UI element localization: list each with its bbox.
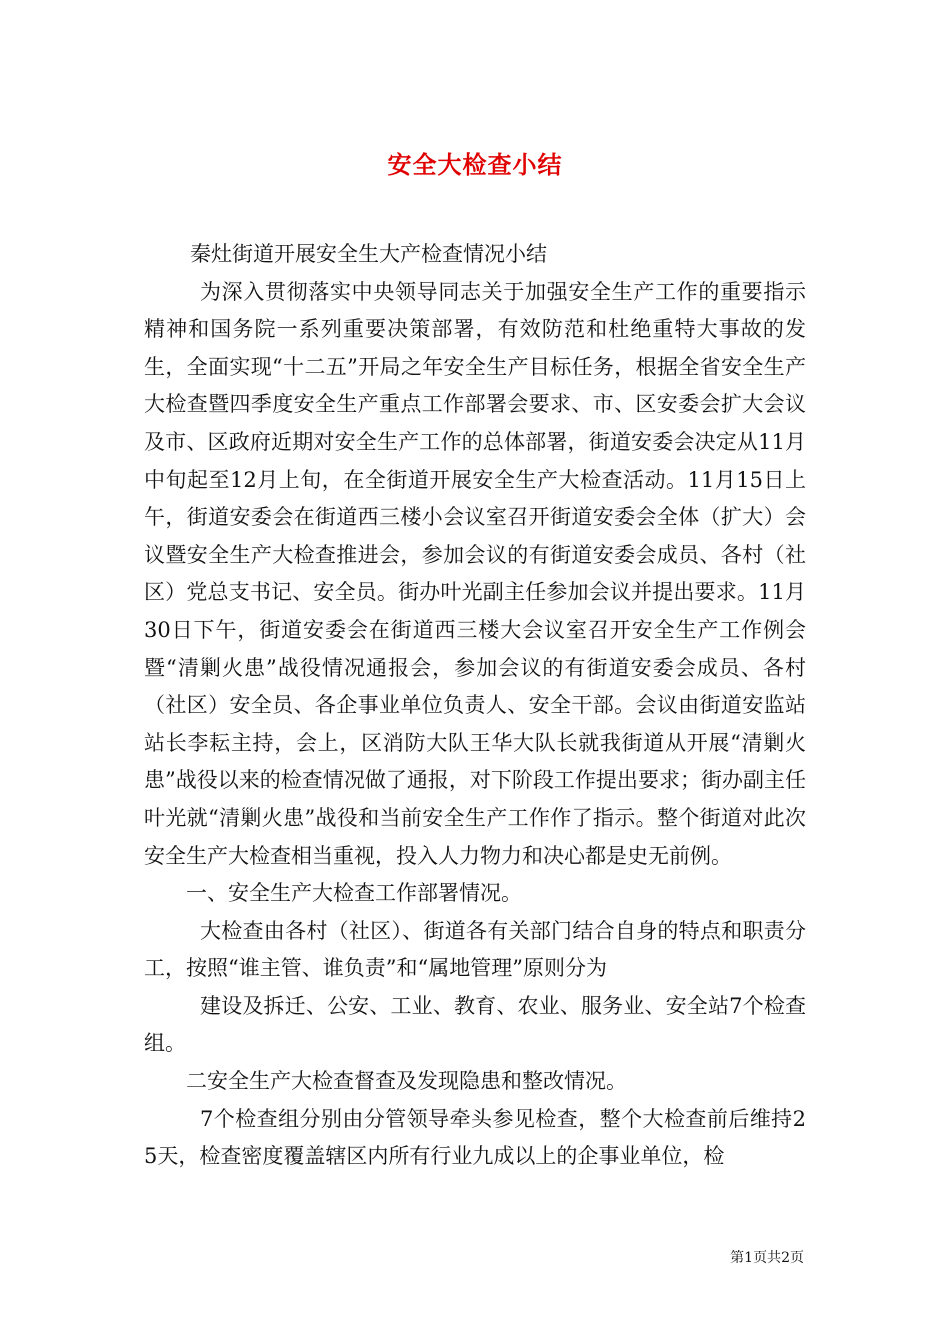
page-number-footer: 第1页共2页 bbox=[730, 1250, 804, 1266]
document-title: 安全大检查小结 bbox=[387, 150, 563, 180]
paragraph-section-one-body: 大检查由各村（社区）、街道各有关部门结合自身的特点和职责分工，按照“谁主管、谁负责”和“属地管理”原则分为 bbox=[144, 918, 806, 981]
document-body bbox=[144, 236, 806, 1176]
paragraph-subtitle: 秦灶街道开展安全生大产检查情况小结 bbox=[190, 242, 547, 266]
paragraph-section-one-heading: 一、安全生产大检查工作部署情况。 bbox=[186, 881, 522, 906]
paragraph-intro: 为深入贯彻落实中央领导同志关于加强安全生产工作的重要指示精神和国务院一系列重要决策部署，有效防范和杜绝重特大事故的发生，全面实现“十二五”开局之年安全生产目标任务，根据全省安全生产大检查暨四季度安全生产重点工作部署会要求、市、区安委会扩大会议及市、区政府近期对安全生产工作的总体部署，街道安委会决定从11月中旬起至12月上旬，在全街道开展安全生产大检查活动。11月15日上午，街道安委会在街道西三楼小会议室召开街道安委会全体（扩大）会议暨安全生产大检查推进会，参加会议的有街道安委会成员、各村（社区）党总支书记、安全员。街办叶光副主任参加会议并提出要求。11月30日下午，街道安委会在街道西三楼大会议室召开安全生产工作例会暨“清剿火患”战役情况通报会，参加会议的有街道安委会成员、各村（社区）安全员、各企事业单位负责人、安全干部。会议由街道安监站站长李耘主持，会上，区消防大队王华大队长就我街道从开展“清剿火患”战役以来的检查情况做了通报，对下阶段工作提出要求；街办副主任叶光就“清剿火患”战役和当前安全生产工作作了指示。整个街道对此次安全生产大检查相当重视，投入人力物力和决心都是史无前例。 bbox=[144, 279, 806, 868]
paragraph-section-two-heading: 二安全生产大检查督查及发现隐患和整改情况。 bbox=[186, 1069, 627, 1094]
paragraph-section-two-body: 7个检查组分别由分管领导牵头参见检查，整个大检查前后维持25天，检查密度覆盖辖区内所有行业九成以上的企事业单位，检 bbox=[144, 1106, 806, 1169]
paragraph-inspection-groups: 建设及拆迁、公安、工业、教育、农业、服务业、安全站7个检查组。 bbox=[144, 993, 806, 1056]
